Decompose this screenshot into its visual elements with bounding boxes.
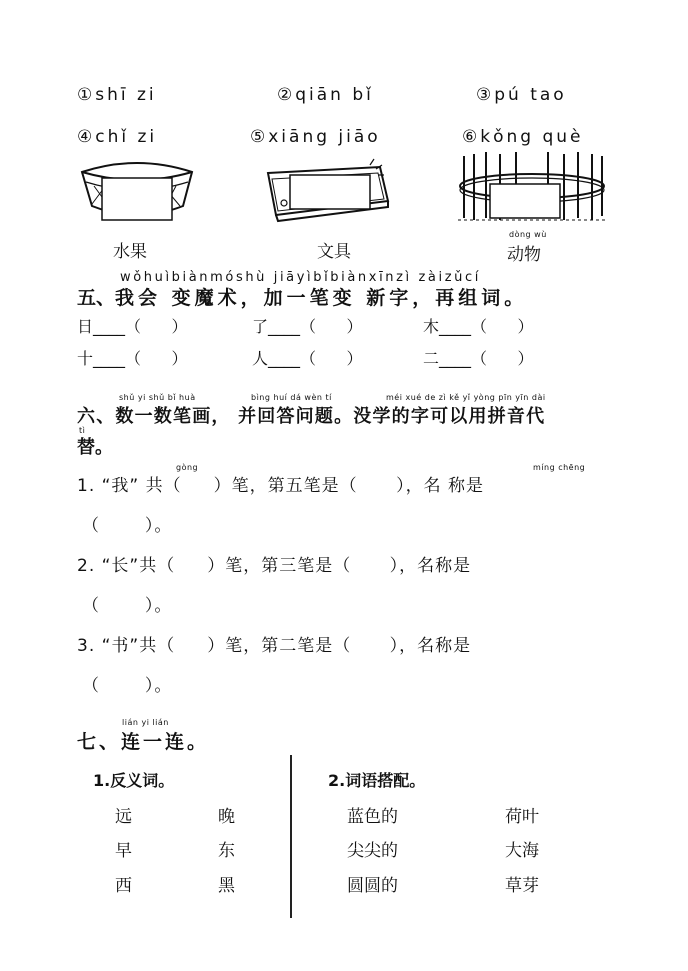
section-title: 数一数笔画， 并回答问题。没学的字可以用拼音代 bbox=[115, 406, 546, 427]
section6-pinyin-a: shǔ yi shǔ bǐ huà bbox=[119, 393, 196, 402]
match-left-2[interactable]: 尖尖的 bbox=[347, 841, 398, 861]
match-left-1[interactable]: 蓝色的 bbox=[347, 807, 398, 827]
category-stationery: 文具 bbox=[317, 242, 351, 262]
question-1: 1. “我” 共（ ）笔，第五笔是（ ），名 称是 bbox=[77, 476, 484, 496]
question-2: 2. “长”共（ ）笔，第三笔是（ ），名称是 bbox=[77, 556, 472, 576]
answer-box[interactable] bbox=[102, 178, 172, 220]
antonym-left-1[interactable]: 远 bbox=[115, 807, 132, 827]
answer-box[interactable] bbox=[290, 175, 370, 209]
answer-box[interactable] bbox=[490, 184, 560, 218]
antonym-right-3[interactable]: 黑 bbox=[218, 876, 235, 896]
fill-le[interactable]: 了____（ ） bbox=[252, 317, 363, 336]
fill-ri[interactable]: 日____（ ） bbox=[77, 317, 188, 336]
section-title: 连一连。 bbox=[121, 731, 210, 753]
section6-pinyin-b: bìng huí dá wèn tí bbox=[251, 393, 332, 402]
pinyin-item-5 bbox=[250, 127, 381, 147]
item-pinyin: shī zi bbox=[95, 85, 157, 105]
item-pinyin: xiāng jiāo bbox=[268, 127, 381, 147]
section-title: 我会 变魔术，加一笔变 新字，再组词。 bbox=[115, 287, 528, 309]
category-animal: 动物 bbox=[507, 245, 541, 265]
item-pinyin: qiān bǐ bbox=[295, 85, 374, 105]
question-3: 3. “书”共（ ）笔，第二笔是（ ），名称是 bbox=[77, 636, 472, 656]
match-right-3[interactable]: 草芽 bbox=[505, 876, 539, 896]
fill-shi[interactable]: 十____（ ） bbox=[77, 349, 188, 368]
item-pinyin: pú tao bbox=[494, 85, 567, 105]
item-pinyin: chǐ zi bbox=[95, 127, 158, 147]
antonym-right-2[interactable]: 东 bbox=[218, 841, 235, 861]
answer-1[interactable]: （ ）。 bbox=[82, 516, 173, 536]
item-pinyin: kǒng què bbox=[480, 127, 584, 147]
mingcheng-pinyin: míng chēng bbox=[533, 463, 586, 472]
basket-picture bbox=[80, 158, 195, 228]
section6-pinyin-c: méi xué de zì kě yǐ yòng pīn yīn dài bbox=[386, 393, 546, 402]
part2-title: 2.词语搭配。 bbox=[328, 771, 426, 790]
pinyin-item-2 bbox=[277, 85, 374, 105]
pinyin-item-6 bbox=[462, 127, 584, 147]
pencil-case-picture bbox=[262, 163, 392, 225]
item-number: ② bbox=[277, 85, 296, 105]
section5-heading bbox=[77, 283, 527, 310]
antonym-left-2[interactable]: 早 bbox=[115, 841, 132, 861]
section5-pinyin: wǒhuìbiànmóshù jiāyìbǐbiànxīnzì zàizǔcí bbox=[120, 270, 481, 285]
fill-mu[interactable]: 木____（ ） bbox=[423, 317, 534, 336]
antonym-right-1[interactable]: 晚 bbox=[218, 807, 235, 827]
antonym-left-3[interactable]: 西 bbox=[115, 876, 132, 896]
section-number: 六、 bbox=[77, 406, 116, 427]
item-number: ④ bbox=[77, 127, 96, 147]
match-left-3[interactable]: 圆圆的 bbox=[347, 876, 398, 896]
section7-pinyin: lián yi lián bbox=[122, 718, 169, 727]
item-number: ⑤ bbox=[250, 127, 269, 147]
item-number: ③ bbox=[476, 85, 495, 105]
section6-pinyin-d: tì bbox=[79, 426, 86, 435]
column-divider bbox=[290, 755, 292, 918]
section-number: 七、 bbox=[77, 731, 122, 753]
fill-er[interactable]: 二____（ ） bbox=[423, 349, 534, 368]
gong-pinyin: gòng bbox=[176, 463, 199, 472]
pinyin-item-3 bbox=[476, 85, 567, 105]
category-fruit: 水果 bbox=[113, 242, 147, 262]
answer-3[interactable]: （ ）。 bbox=[82, 676, 173, 696]
section6-heading bbox=[77, 402, 545, 428]
section6-heading-line2: 替。 bbox=[77, 437, 113, 458]
part1-title: 1.反义词。 bbox=[93, 771, 175, 790]
answer-2[interactable]: （ ）。 bbox=[82, 596, 173, 616]
pinyin-item-4 bbox=[77, 127, 157, 147]
cage-picture bbox=[456, 148, 611, 223]
category-animal-pinyin: dòng wù bbox=[509, 230, 547, 239]
item-number: ① bbox=[77, 85, 96, 105]
pinyin-item-1 bbox=[77, 85, 157, 105]
match-right-2[interactable]: 大海 bbox=[505, 841, 539, 861]
section7-heading bbox=[77, 727, 209, 754]
match-right-1[interactable]: 荷叶 bbox=[505, 807, 539, 827]
section-number: 五、 bbox=[77, 287, 116, 309]
fill-ren[interactable]: 人____（ ） bbox=[252, 349, 363, 368]
item-number: ⑥ bbox=[462, 127, 481, 147]
